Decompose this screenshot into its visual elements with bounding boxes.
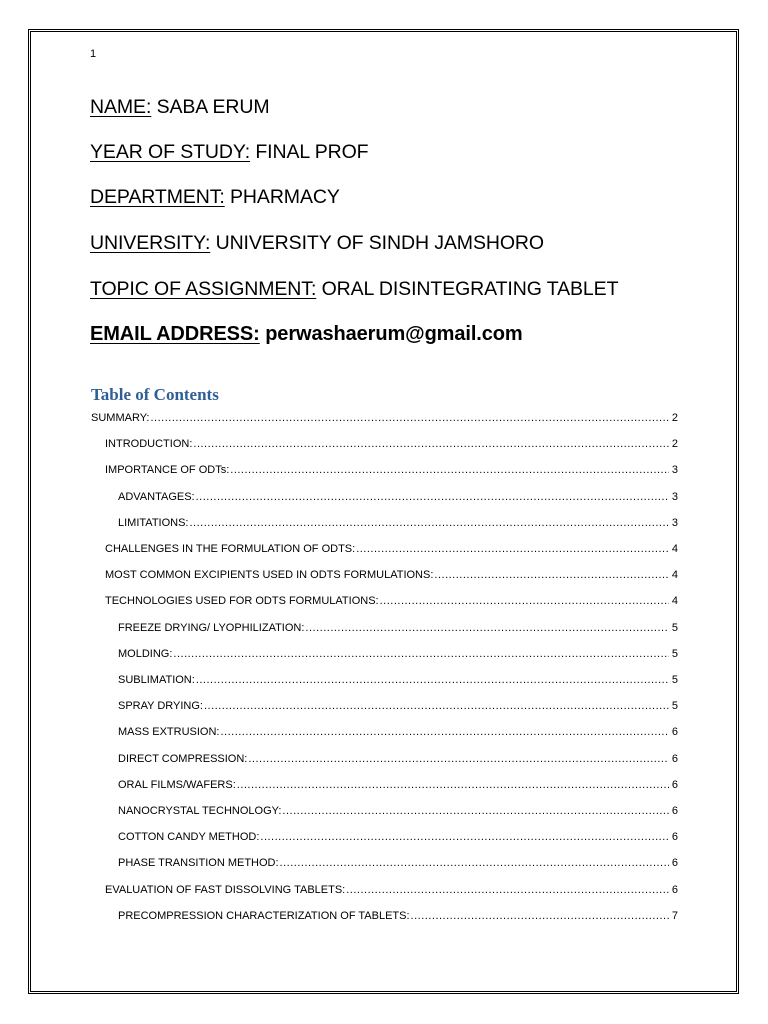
university-value: UNIVERSITY OF SINDH JAMSHORO bbox=[210, 232, 544, 254]
toc-entry-label: MOLDING: bbox=[118, 648, 173, 660]
toc-entry-page: 5 bbox=[671, 700, 678, 712]
toc-entry[interactable] bbox=[118, 777, 678, 793]
topic-line bbox=[90, 278, 618, 301]
university-line bbox=[90, 232, 544, 255]
toc-entry-label: IMPORTANCE OF ODTs: bbox=[105, 464, 230, 476]
toc-entry-page: 6 bbox=[671, 753, 678, 765]
toc-entry[interactable] bbox=[105, 567, 678, 583]
toc-dot-leader bbox=[237, 777, 669, 793]
toc-entry-page: 2 bbox=[671, 438, 678, 450]
toc-entry-label: INTRODUCTION: bbox=[105, 438, 193, 450]
toc-dot-leader bbox=[280, 855, 669, 871]
name-value: SABA ERUM bbox=[151, 96, 270, 118]
toc-entry[interactable] bbox=[118, 698, 678, 714]
toc-dot-leader bbox=[380, 593, 669, 609]
toc-entry[interactable] bbox=[105, 882, 678, 898]
toc-entry-label: CHALLENGES IN THE FORMULATION OF ODTS: bbox=[105, 543, 356, 555]
toc-dot-leader bbox=[173, 646, 669, 662]
toc-entry-label: LIMITATIONS: bbox=[118, 517, 189, 529]
topic-value: ORAL DISINTEGRATING TABLET bbox=[316, 278, 619, 300]
toc-entry[interactable] bbox=[118, 620, 678, 636]
toc-dot-leader bbox=[411, 908, 669, 924]
department-label: DEPARTMENT: bbox=[90, 186, 225, 208]
toc-dot-leader bbox=[282, 803, 669, 819]
university-label: UNIVERSITY: bbox=[90, 232, 211, 254]
toc-entry-label: SUMMARY: bbox=[91, 412, 150, 424]
toc-entry[interactable] bbox=[105, 593, 678, 609]
name-line bbox=[90, 96, 269, 119]
year-of-study-label: YEAR OF STUDY: bbox=[90, 141, 251, 163]
toc-entry-label: ADVANTAGES: bbox=[118, 491, 195, 503]
toc-entry-page: 4 bbox=[671, 569, 678, 581]
toc-dot-leader bbox=[346, 882, 669, 898]
toc-dot-leader bbox=[193, 436, 669, 452]
toc-entry-label: DIRECT COMPRESSION: bbox=[118, 753, 248, 765]
toc-entry-page: 6 bbox=[671, 779, 678, 791]
year-of-study-value: FINAL PROF bbox=[250, 141, 369, 163]
toc-entry-label: SPRAY DRYING: bbox=[118, 700, 203, 712]
toc-dot-leader bbox=[204, 698, 669, 714]
toc-dot-leader bbox=[220, 724, 669, 740]
toc-entry-page: 6 bbox=[671, 831, 678, 843]
toc-dot-leader bbox=[196, 489, 669, 505]
toc-entry[interactable] bbox=[118, 489, 678, 505]
toc-entry-label: COTTON CANDY METHOD: bbox=[118, 831, 260, 843]
topic-label: TOPIC OF ASSIGNMENT: bbox=[90, 278, 317, 300]
toc-entry[interactable] bbox=[118, 803, 678, 819]
toc-entry-label: MASS EXTRUSION: bbox=[118, 726, 220, 738]
toc-dot-leader bbox=[150, 410, 669, 426]
toc-dot-leader bbox=[230, 462, 669, 478]
toc-entry-label: NANOCRYSTAL TECHNOLOGY: bbox=[118, 805, 282, 817]
toc-entry-page: 6 bbox=[671, 805, 678, 817]
toc-dot-leader bbox=[434, 567, 669, 583]
toc-entry-page: 6 bbox=[671, 884, 678, 896]
toc-entry-label: SUBLIMATION: bbox=[118, 674, 195, 686]
department-value: PHARMACY bbox=[224, 186, 340, 208]
email-value: perwashaerum@gmail.com bbox=[259, 323, 523, 345]
toc-dot-leader bbox=[356, 541, 669, 557]
toc-entry-label: PHASE TRANSITION METHOD: bbox=[118, 857, 279, 869]
toc-entry-label: FREEZE DRYING/ LYOPHILIZATION: bbox=[118, 622, 305, 634]
toc-entry-page: 3 bbox=[671, 517, 678, 529]
toc-entry[interactable] bbox=[118, 724, 678, 740]
page-number: 1 bbox=[90, 48, 97, 60]
toc-entry-page: 3 bbox=[671, 464, 678, 476]
toc-entry[interactable] bbox=[105, 541, 678, 557]
toc-entry[interactable] bbox=[118, 646, 678, 662]
toc-entry-page: 5 bbox=[671, 674, 678, 686]
email-label: EMAIL ADDRESS: bbox=[90, 323, 260, 345]
toc-entry-page: 5 bbox=[671, 648, 678, 660]
toc-entry-page: 3 bbox=[671, 491, 678, 503]
toc-entry-page: 6 bbox=[671, 726, 678, 738]
toc-entry-page: 4 bbox=[671, 595, 678, 607]
toc-dot-leader bbox=[248, 751, 669, 767]
toc-dot-leader bbox=[260, 829, 669, 845]
toc-entry[interactable] bbox=[118, 829, 678, 845]
toc-entry[interactable] bbox=[118, 672, 678, 688]
email-line bbox=[90, 323, 523, 346]
toc-entry-page: 4 bbox=[671, 543, 678, 555]
toc-entry-label: EVALUATION OF FAST DISSOLVING TABLETS: bbox=[105, 884, 346, 896]
toc-entry-page: 6 bbox=[671, 857, 678, 869]
name-label: NAME: bbox=[90, 96, 152, 118]
toc-entry[interactable] bbox=[118, 855, 678, 871]
toc-entry[interactable] bbox=[118, 751, 678, 767]
toc-dot-leader bbox=[305, 620, 669, 636]
toc-entry[interactable] bbox=[118, 515, 678, 531]
toc-entry[interactable] bbox=[118, 908, 678, 924]
toc-dot-leader bbox=[190, 515, 670, 531]
department-line bbox=[90, 186, 340, 209]
toc-entry-label: MOST COMMON EXCIPIENTS USED IN ODTS FORMULATIONS: bbox=[105, 569, 434, 581]
page-frame bbox=[30, 31, 737, 992]
toc-entry-label: ORAL FILMS/WAFERS: bbox=[118, 779, 236, 791]
toc-entry[interactable] bbox=[105, 462, 678, 478]
year-of-study-line bbox=[90, 141, 369, 164]
toc-entry-page: 5 bbox=[671, 622, 678, 634]
toc-entry-page: 2 bbox=[671, 412, 678, 424]
toc-title: Table of Contents bbox=[91, 385, 219, 404]
toc-entry[interactable] bbox=[91, 410, 678, 426]
toc-dot-leader bbox=[196, 672, 669, 688]
toc-entry-page: 7 bbox=[671, 910, 678, 922]
toc-entry[interactable] bbox=[105, 436, 678, 452]
toc-entry-label: TECHNOLOGIES USED FOR ODTS FORMULATIONS: bbox=[105, 595, 379, 607]
toc-entry-label: PRECOMPRESSION CHARACTERIZATION OF TABLETS: bbox=[118, 910, 410, 922]
